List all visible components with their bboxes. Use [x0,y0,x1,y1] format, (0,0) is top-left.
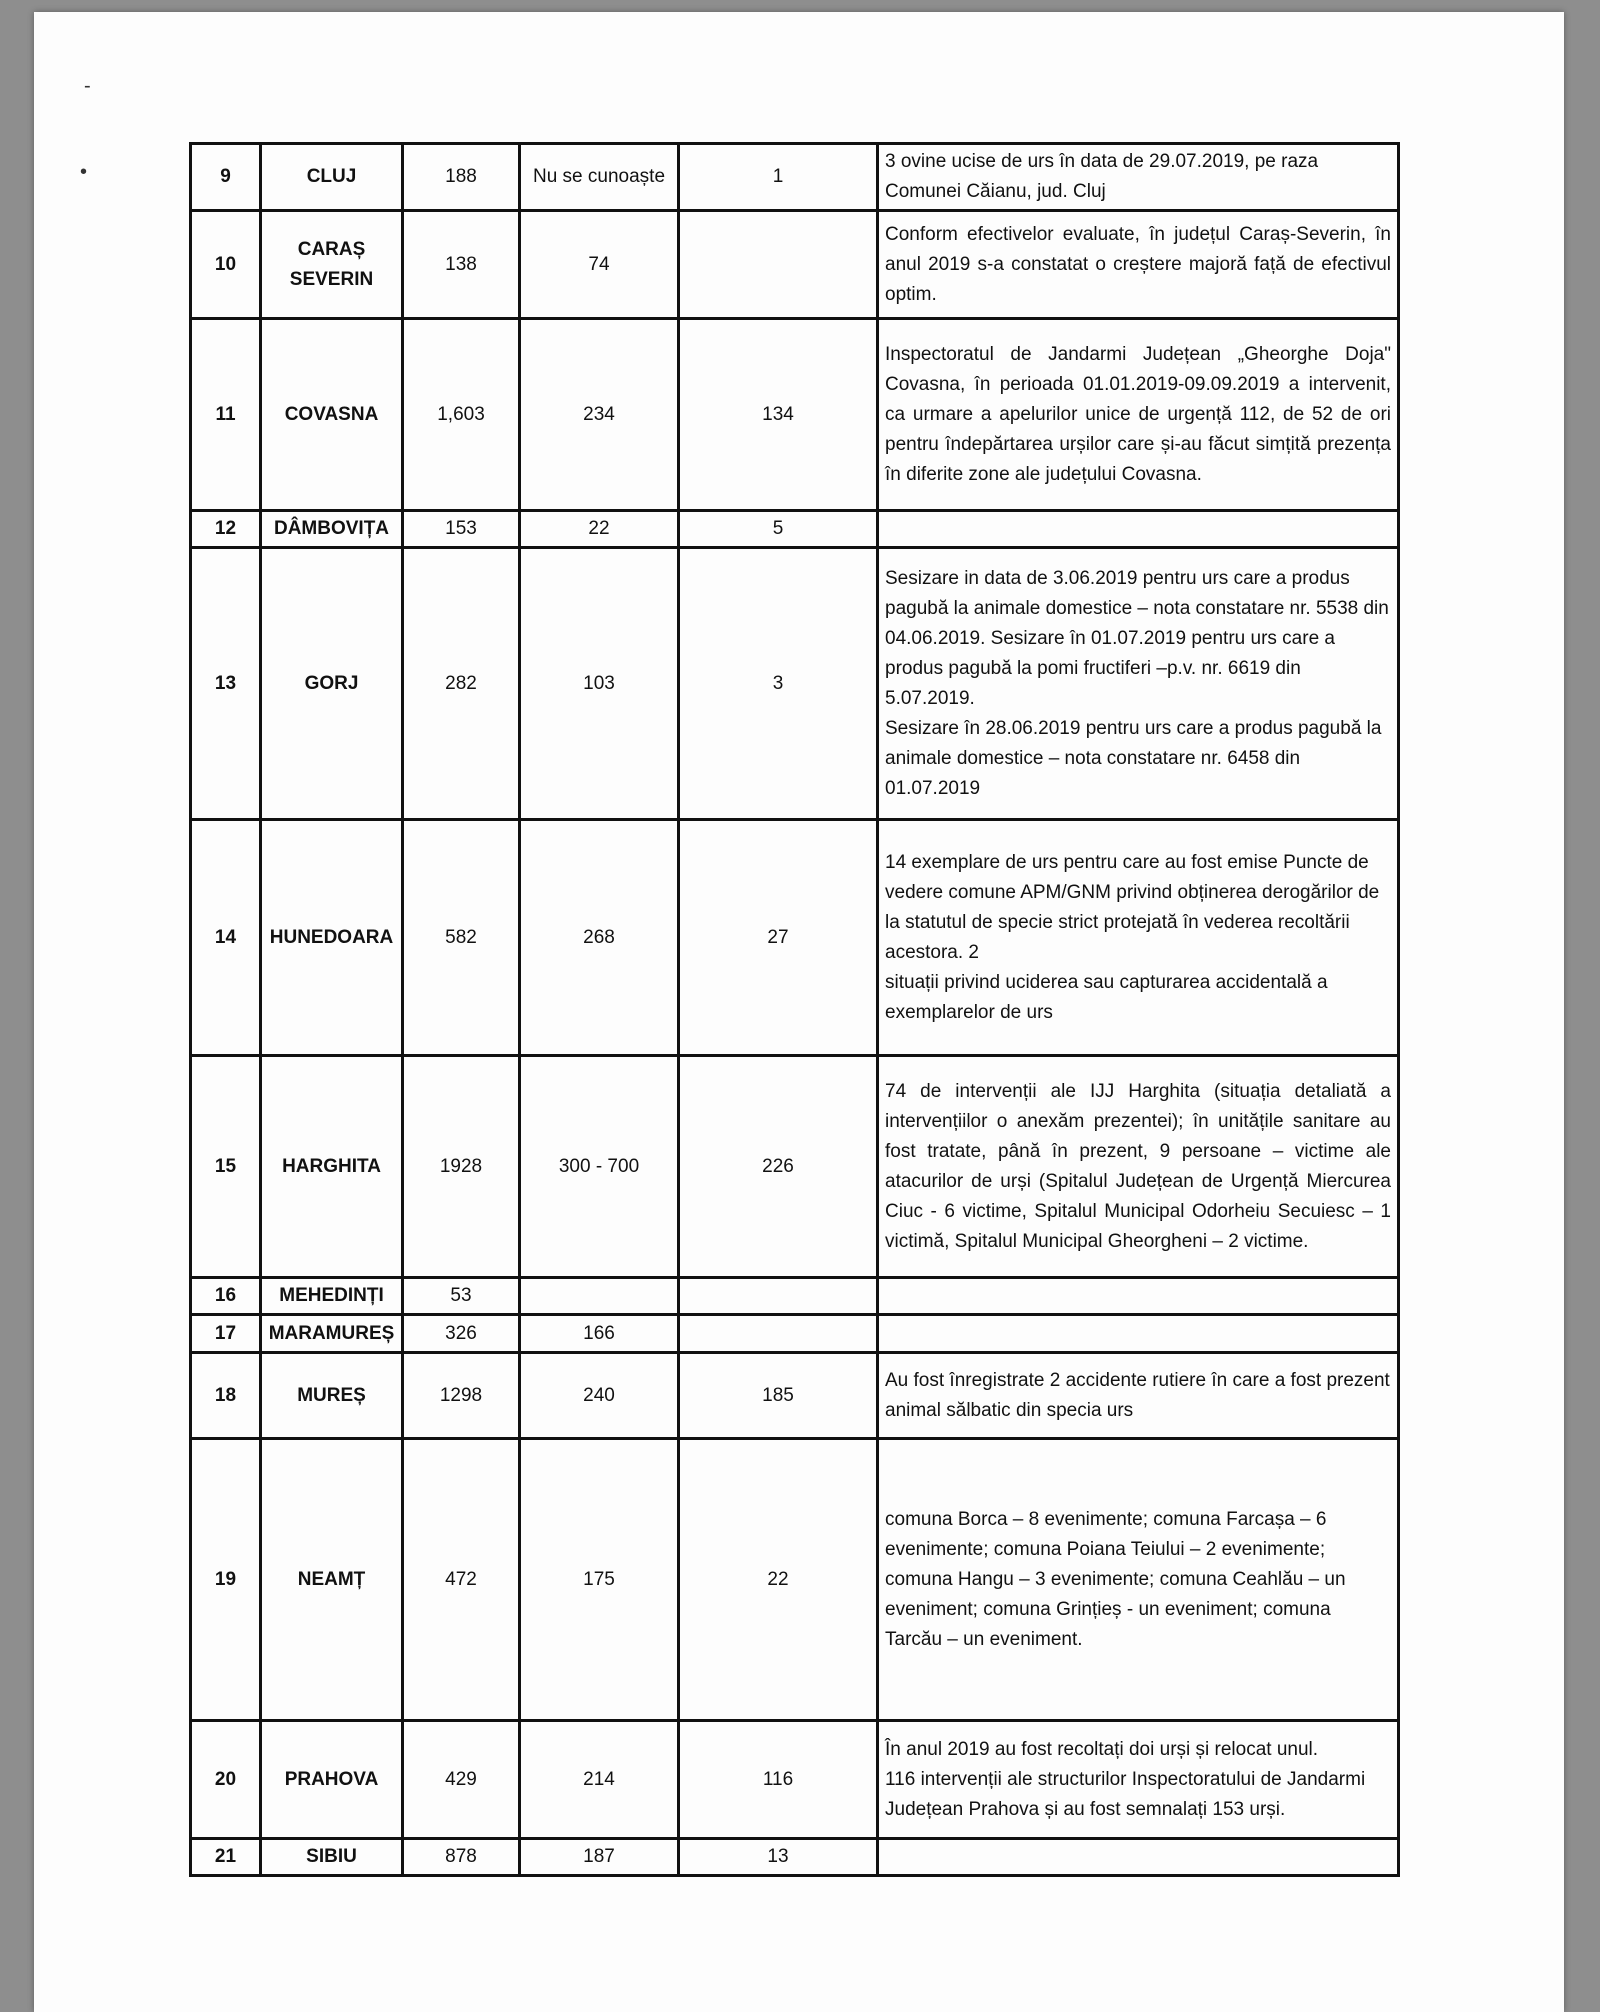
value-evaluated: 103 [520,548,679,820]
table-row [191,1439,1399,1721]
table-row [191,820,1399,1056]
value-optimal: 1298 [403,1353,520,1439]
value-interventions: 134 [679,319,878,511]
county-name: MEHEDINȚI [261,1278,403,1315]
value-interventions: 226 [679,1056,878,1278]
value-evaluated: 214 [520,1721,679,1839]
table-row [191,1315,1399,1353]
row-number: 20 [191,1721,261,1839]
county-name: NEAMȚ [261,1439,403,1721]
observations [878,1278,1399,1315]
value-evaluated: 234 [520,319,679,511]
observations [878,1315,1399,1353]
observations: 3 ovine ucise de urs în data de 29.07.2019, pe raza Comunei Căianu, jud. Cluj [878,144,1399,211]
county-name: HARGHITA [261,1056,403,1278]
row-number: 18 [191,1353,261,1439]
table-row [191,144,1399,211]
county-name: PRAHOVA [261,1721,403,1839]
value-optimal: 1,603 [403,319,520,511]
county-name: CLUJ [261,144,403,211]
value-evaluated: 22 [520,511,679,548]
table-row [191,548,1399,820]
value-interventions [679,1315,878,1353]
value-evaluated: 166 [520,1315,679,1353]
margin-dot: • [80,161,88,183]
value-optimal: 429 [403,1721,520,1839]
value-evaluated: 187 [520,1839,679,1876]
value-interventions: 22 [679,1439,878,1721]
row-number: 14 [191,820,261,1056]
value-interventions: 13 [679,1839,878,1876]
county-name: COVASNA [261,319,403,511]
row-number: 16 [191,1278,261,1315]
row-number: 11 [191,319,261,511]
table-row [191,211,1399,319]
value-evaluated: 175 [520,1439,679,1721]
table-row [191,1056,1399,1278]
county-name: SIBIU [261,1839,403,1876]
value-optimal: 53 [403,1278,520,1315]
observations: 74 de intervenții ale IJJ Harghita (situația detaliată a intervențiilor o anexăm prezentei); în unitățile sanitare au fost tratate, până în prezent, 9 persoane – victime ale atacurilor de urși (Spitalul Județean de Urgență Miercurea Ciuc - 6 victime, Spitalul Municipal Odorheiu Secuiesc – 1 victimă, Spitalul Municipal Gheorgheni – 2 victime. [878,1056,1399,1278]
row-number: 13 [191,548,261,820]
observations: Conform efectivelor evaluate, în județul Caraș-Severin, în anul 2019 s-a constatat o creștere majoră față de efectivul optim. [878,211,1399,319]
county-name: HUNEDOARA [261,820,403,1056]
value-optimal: 188 [403,144,520,211]
row-number: 19 [191,1439,261,1721]
table-row [191,1839,1399,1876]
value-interventions [679,211,878,319]
table-row [191,1353,1399,1439]
value-optimal: 138 [403,211,520,319]
value-interventions: 5 [679,511,878,548]
county-name: MUREȘ [261,1353,403,1439]
observations [878,511,1399,548]
row-number: 17 [191,1315,261,1353]
row-number: 15 [191,1056,261,1278]
value-optimal: 153 [403,511,520,548]
value-evaluated: 240 [520,1353,679,1439]
value-evaluated: 268 [520,820,679,1056]
county-name: GORJ [261,548,403,820]
value-optimal: 326 [403,1315,520,1353]
value-optimal: 582 [403,820,520,1056]
table-row [191,1278,1399,1315]
observations: În anul 2019 au fost recoltați doi urși și relocat unul. 116 intervenții ale structurilor Inspectoratului de Jandarmi Județean Prahova și au fost semnalați 153 urși. [878,1721,1399,1839]
table-row [191,319,1399,511]
value-optimal: 472 [403,1439,520,1721]
value-evaluated: 300 - 700 [520,1056,679,1278]
value-evaluated: Nu se cunoaște [520,144,679,211]
value-interventions: 185 [679,1353,878,1439]
observations [878,1839,1399,1876]
value-optimal: 878 [403,1839,520,1876]
observations: 14 exemplare de urs pentru care au fost emise Puncte de vedere comune APM/GNM privind obținerea derogărilor de la statutul de specie strict protejată în vederea recoltării acestora. 2 situații privind uciderea sau capturarea accidentală a exemplarelor de urs [878,820,1399,1056]
document-page [34,12,1564,2012]
observations: Inspectoratul de Jandarmi Județean „Gheorghe Doja" Covasna, în perioada 01.01.2019-09.09.2019 a intervenit, ca urmare a apelurilor unice de urgență 112, de 52 de ori pentru îndepărtarea urșilor care și-au făcut simțită prezența în diferite zone ale județului Covasna. [878,319,1399,511]
row-number: 21 [191,1839,261,1876]
value-optimal: 1928 [403,1056,520,1278]
value-interventions: 3 [679,548,878,820]
row-number: 12 [191,511,261,548]
value-optimal: 282 [403,548,520,820]
observations: Au fost înregistrate 2 accidente rutiere în care a fost prezent animal sălbatic din specia urs [878,1353,1399,1439]
observations: Sesizare in data de 3.06.2019 pentru urs care a produs pagubă la animale domestice – nota constatare nr. 5538 din 04.06.2019. Sesizare în 01.07.2019 pentru urs care a produs pagubă la pomi fructiferi –p.v. nr. 6619 din 5.07.2019. Sesizare în 28.06.2019 pentru urs care a produs pagubă la animale domestice – nota constatare nr. 6458 din 01.07.2019 [878,548,1399,820]
observations: comuna Borca – 8 evenimente; comuna Farcașa – 6 evenimente; comuna Poiana Teiului – 2 evenimente; comuna Hangu – 3 evenimente; comuna Ceahlău – un eveniment; comuna Grințieș - un eveniment; comuna Tarcău – un eveniment. [878,1439,1399,1721]
value-interventions: 116 [679,1721,878,1839]
value-interventions [679,1278,878,1315]
margin-dash: - [84,75,91,97]
value-evaluated: 74 [520,211,679,319]
bear-population-table [189,142,1400,1877]
county-name: DÂMBOVIȚA [261,511,403,548]
row-number: 10 [191,211,261,319]
table-row [191,1721,1399,1839]
row-number: 9 [191,144,261,211]
value-evaluated [520,1278,679,1315]
county-name: CARAȘ SEVERIN [261,211,403,319]
county-name: MARAMUREȘ [261,1315,403,1353]
table-row [191,511,1399,548]
value-interventions: 27 [679,820,878,1056]
value-interventions: 1 [679,144,878,211]
